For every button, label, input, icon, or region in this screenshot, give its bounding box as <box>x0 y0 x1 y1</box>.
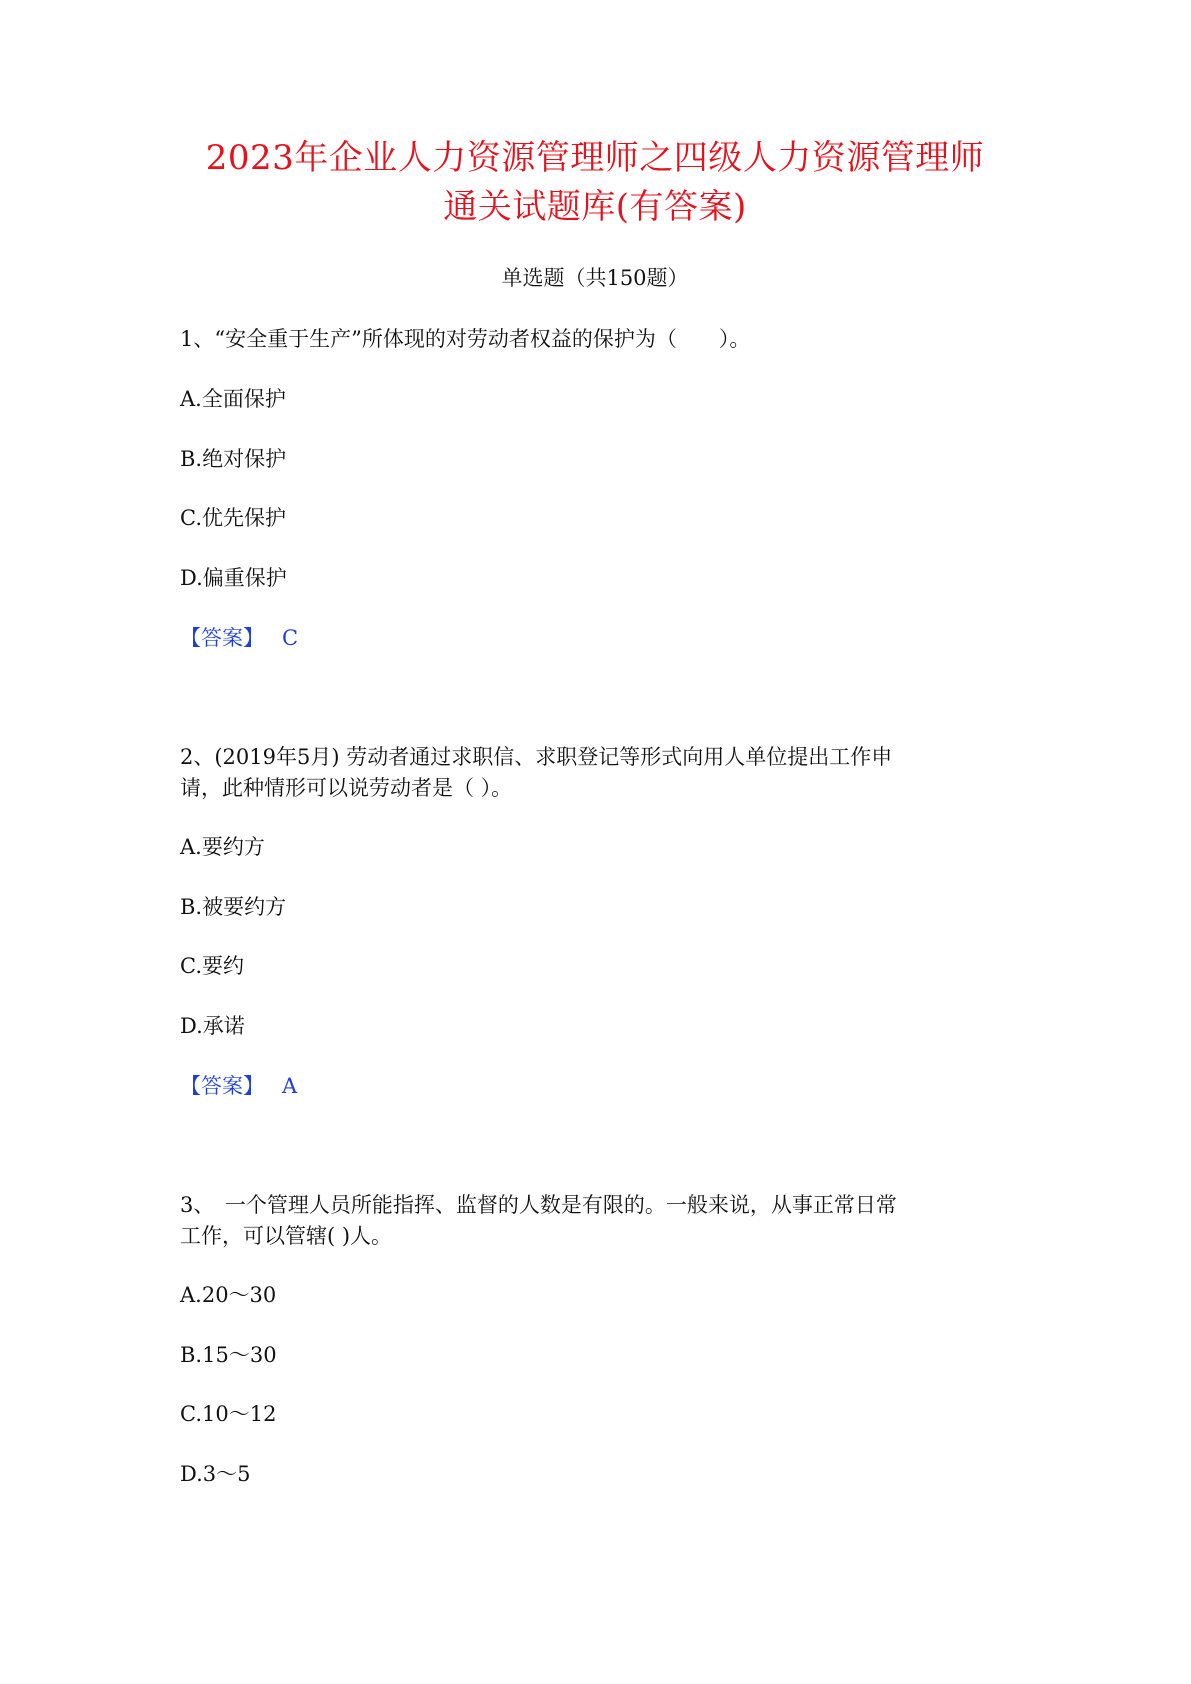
answer-label: 【答案】 <box>180 626 264 650</box>
document-title-line1: 2023年企业人力资源管理师之四级人力资源管理师 <box>205 138 985 178</box>
question-2-option-a: A.要约方 <box>180 835 265 859</box>
question-3-option-c: C.10～12 <box>180 1402 277 1426</box>
question-3-stem-line2: 工作，可以管辖( )人。 <box>180 1224 393 1248</box>
question-3-option-d: D.3～5 <box>180 1462 251 1486</box>
question-3-option-b: B.15～30 <box>180 1343 277 1367</box>
document-title-line2: 通关试题库(有答案) <box>443 187 747 227</box>
question-2-option-b: B.被要约方 <box>180 895 287 919</box>
section-heading: 单选题（共150题） <box>501 266 689 290</box>
question-3-option-a: A.20～30 <box>180 1283 277 1307</box>
answer-value: C <box>282 626 299 650</box>
answer-label: 【答案】 <box>180 1074 264 1098</box>
question-3-stem-line1: 3、 一个管理人员所能指挥、监督的人数是有限的。一般来说，从事正常日常 <box>180 1193 897 1217</box>
question-2-answer <box>180 1071 297 1101</box>
question-1-stem: 1、“安全重于生产”所体现的对劳动者权益的保护为（ ）。 <box>180 327 751 351</box>
question-1-option-a: A.全面保护 <box>180 387 286 411</box>
question-1-option-b: B.绝对保护 <box>180 447 287 471</box>
question-1-option-d: D.偏重保护 <box>180 566 287 590</box>
question-2-option-c: C.要约 <box>180 954 244 978</box>
question-1-answer <box>180 623 298 653</box>
question-1-option-c: C.优先保护 <box>180 506 286 530</box>
question-2-option-d: D.承诺 <box>180 1014 245 1038</box>
answer-value: A <box>282 1074 298 1098</box>
question-2-stem-line2: 请，此种情形可以说劳动者是（ ）。 <box>180 776 513 800</box>
question-2-stem-line1: 2、(2019年5月) 劳动者通过求职信、求职登记等形式向用人单位提出工作申 <box>180 745 893 769</box>
